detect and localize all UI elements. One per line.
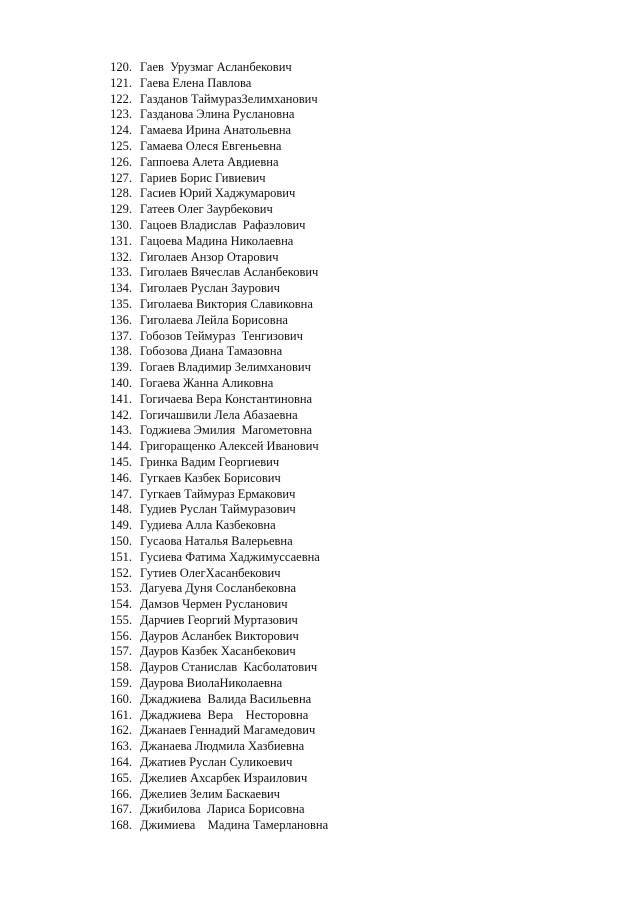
list-item [96, 550, 328, 566]
item-number: 166. [110, 786, 132, 801]
item-number: 149. [110, 518, 132, 533]
person-name: Гиголаев Вячеслав Асланбекович [140, 265, 319, 280]
list-item [96, 471, 328, 487]
list-item [96, 755, 328, 771]
person-name: Гутиев ОлегХасанбекович [140, 565, 281, 580]
item-number: 155. [110, 612, 132, 627]
list-item [96, 360, 328, 376]
item-number: 135. [110, 296, 132, 311]
person-name: Джибилова Лариса Борисовна [140, 802, 305, 817]
person-name: Гогичашвили Лела Абазаевна [140, 407, 298, 422]
item-number: 136. [110, 312, 132, 327]
item-number: 131. [110, 233, 132, 248]
list-item [96, 265, 328, 281]
list-item [96, 408, 328, 424]
person-name: Джанаева Людмила Хазбиевна [140, 739, 305, 754]
item-number: 129. [110, 202, 132, 217]
list-item [96, 186, 328, 202]
person-name: Гусиева Фатима Хаджимуссаевна [140, 549, 320, 564]
person-name: Дагуева Дуня Сосланбековна [140, 581, 297, 596]
list-item [96, 313, 328, 329]
list-item [96, 139, 328, 155]
person-name: Гацоева Мадина Николаевна [140, 233, 294, 248]
list-item [96, 581, 328, 597]
person-name: Гамаева Ирина Анатольевна [140, 123, 292, 138]
list-item [96, 613, 328, 629]
list-item [96, 787, 328, 803]
person-name: Гасиев Юрий Хаджумарович [140, 186, 296, 201]
list-item [96, 344, 328, 360]
person-name: Джаджиева Валида Васильевна [140, 691, 312, 706]
person-name: Гугкаев Таймураз Ермакович [140, 486, 296, 501]
item-number: 162. [110, 723, 132, 738]
person-name: Джимиева Мадина Тамерлановна [140, 818, 329, 833]
list-item [96, 218, 328, 234]
item-number: 153. [110, 581, 132, 596]
list-item [96, 107, 328, 123]
item-number: 165. [110, 770, 132, 785]
list-item [96, 739, 328, 755]
list-item [96, 629, 328, 645]
item-number: 167. [110, 802, 132, 817]
list-item [96, 202, 328, 218]
list-item [96, 234, 328, 250]
person-name: Гацоев Владислав Рафаэлович [140, 217, 306, 232]
list-item [96, 487, 328, 503]
list-item [96, 281, 328, 297]
person-name: Гатеев Олег Заурбекович [140, 202, 273, 217]
item-number: 133. [110, 265, 132, 280]
person-name: Джелиев Ахсарбек Израилович [140, 770, 308, 785]
name-list [96, 60, 328, 834]
list-item [96, 597, 328, 613]
person-name: Гобозов Теймураз Тенгизович [140, 328, 303, 343]
item-number: 120. [110, 60, 132, 74]
item-number: 143. [110, 423, 132, 438]
list-item [96, 534, 328, 550]
item-number: 121. [110, 75, 132, 90]
person-name: Гиголаева Лейла Борисовна [140, 312, 288, 327]
list-item [96, 171, 328, 187]
item-number: 127. [110, 170, 132, 185]
list-item [96, 123, 328, 139]
list-item [96, 660, 328, 676]
item-number: 128. [110, 186, 132, 201]
item-number: 156. [110, 628, 132, 643]
item-number: 150. [110, 533, 132, 548]
person-name: Гобозова Диана Тамазовна [140, 344, 283, 359]
list-item [96, 376, 328, 392]
person-name: Гогаева Жанна Аликовна [140, 375, 274, 390]
list-item [96, 723, 328, 739]
person-name: Гудиев Руслан Таймуразович [140, 502, 296, 517]
item-number: 123. [110, 107, 132, 122]
item-number: 163. [110, 739, 132, 754]
person-name: Дауров Станислав Касболатович [140, 660, 318, 675]
list-item [96, 455, 328, 471]
person-name: Гариев Борис Гивиевич [140, 170, 266, 185]
person-name: Гаева Елена Павлова [140, 75, 252, 90]
person-name: Гаппоева Алета Авдиевна [140, 154, 279, 169]
item-number: 134. [110, 281, 132, 296]
list-item [96, 92, 328, 108]
person-name: Гамаева Олеся Евгеньевна [140, 138, 282, 153]
list-item [96, 566, 328, 582]
person-name: Газданова Элина Руслановна [140, 107, 295, 122]
person-name: Джанаев Геннадий Магамедович [140, 723, 316, 738]
person-name: Гудиева Алла Казбековна [140, 518, 276, 533]
list-item [96, 297, 328, 313]
person-name: Гринка Вадим Георгиевич [140, 454, 280, 469]
person-name: Григоращенко Алексей Иванович [140, 439, 319, 454]
item-number: 140. [110, 375, 132, 390]
list-item [96, 676, 328, 692]
item-number: 159. [110, 676, 132, 691]
item-number: 126. [110, 154, 132, 169]
person-name: Гиголаев Анзор Отарович [140, 249, 279, 264]
person-name: Дауров Казбек Хасанбекович [140, 644, 296, 659]
person-name: Дамзов Чермен Русланович [140, 597, 288, 612]
item-number: 154. [110, 597, 132, 612]
person-name: Гаев Урузмаг Асланбекович [140, 60, 292, 74]
item-number: 144. [110, 439, 132, 454]
item-number: 141. [110, 391, 132, 406]
person-name: Годжиева Эмилия Магометовна [140, 423, 313, 438]
person-name: Гиголаева Виктория Славиковна [140, 296, 313, 311]
person-name: Дарчиев Георгий Муртазович [140, 612, 298, 627]
item-number: 142. [110, 407, 132, 422]
item-number: 139. [110, 360, 132, 375]
item-number: 137. [110, 328, 132, 343]
item-number: 157. [110, 644, 132, 659]
item-number: 168. [110, 818, 132, 833]
person-name: Гугкаев Казбек Борисович [140, 470, 281, 485]
person-name: Гогичаева Вера Константиновна [140, 391, 313, 406]
list-item [96, 692, 328, 708]
list-item [96, 771, 328, 787]
list-item [96, 644, 328, 660]
item-number: 164. [110, 755, 132, 770]
item-number: 152. [110, 565, 132, 580]
list-item [96, 60, 328, 76]
list-item [96, 250, 328, 266]
item-number: 122. [110, 91, 132, 106]
person-name: Даурова ВиолаНиколаевна [140, 676, 283, 691]
item-number: 130. [110, 217, 132, 232]
person-name: Джатиев Руслан Суликоевич [140, 755, 293, 770]
list-item [96, 329, 328, 345]
list-item [96, 708, 328, 724]
item-number: 160. [110, 691, 132, 706]
item-number: 158. [110, 660, 132, 675]
list-item [96, 518, 328, 534]
person-name: Гиголаев Руслан Заурович [140, 281, 280, 296]
person-name: Газданов ТаймуразЗелимханович [140, 91, 318, 106]
item-number: 151. [110, 549, 132, 564]
item-number: 145. [110, 454, 132, 469]
item-number: 146. [110, 470, 132, 485]
list-item [96, 76, 328, 92]
list-item [96, 439, 328, 455]
list-item [96, 423, 328, 439]
item-number: 148. [110, 502, 132, 517]
item-number: 147. [110, 486, 132, 501]
person-name: Джаджиева Вера Несторовна [140, 707, 309, 722]
item-number: 125. [110, 138, 132, 153]
list-item [96, 802, 328, 818]
person-name: Джелиев Зелим Баскаевич [140, 786, 280, 801]
list-item [96, 392, 328, 408]
person-name: Дауров Асланбек Викторович [140, 628, 299, 643]
list-item [96, 818, 328, 834]
person-name: Гусаова Наталья Валерьевна [140, 533, 293, 548]
person-name: Гогаев Владимир Зелимханович [140, 360, 311, 375]
item-number: 132. [110, 249, 132, 264]
item-number: 124. [110, 123, 132, 138]
list-item [96, 502, 328, 518]
item-number: 138. [110, 344, 132, 359]
item-number: 161. [110, 707, 132, 722]
list-item [96, 155, 328, 171]
